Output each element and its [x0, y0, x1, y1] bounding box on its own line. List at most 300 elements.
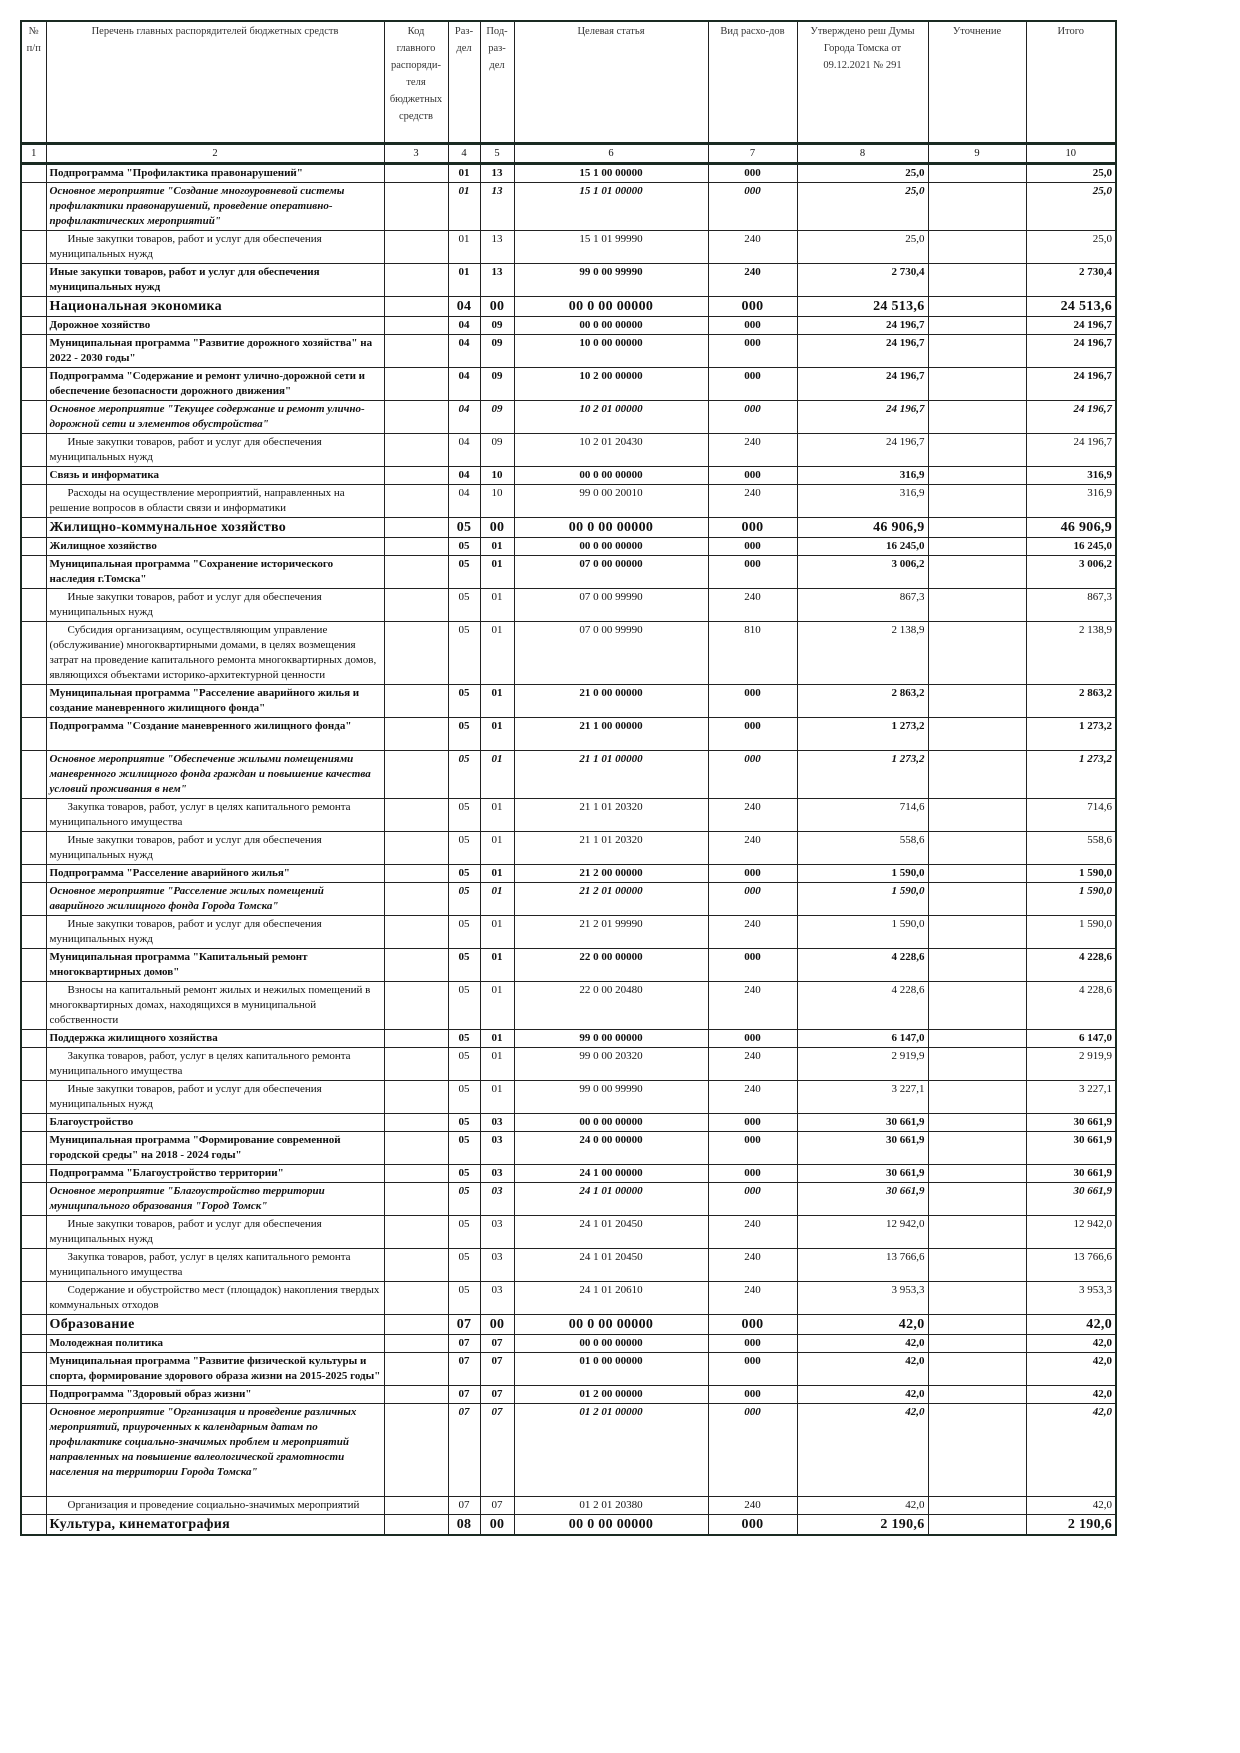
row-section: 05 [448, 589, 480, 622]
row-target-item: 15 1 00 00000 [514, 164, 708, 183]
header-adjustment: Уточнение [928, 21, 1026, 144]
row-section: 05 [448, 1165, 480, 1183]
row-section: 05 [448, 1183, 480, 1216]
row-section: 05 [448, 751, 480, 799]
row-number [21, 1030, 46, 1048]
row-code [384, 718, 448, 751]
row-code [384, 949, 448, 982]
table-row [21, 1165, 1116, 1183]
row-target-item: 10 2 00 00000 [514, 368, 708, 401]
row-number [21, 1386, 46, 1404]
row-section: 04 [448, 335, 480, 368]
row-total: 2 730,4 [1026, 264, 1116, 297]
row-adjustment [928, 231, 1026, 264]
row-number [21, 518, 46, 538]
table-row [21, 231, 1116, 264]
row-approved: 316,9 [797, 467, 928, 485]
row-name: Закупка товаров, работ, услуг в целях капитального ремонта муниципального имущества [46, 1249, 384, 1282]
row-target-item: 99 0 00 00000 [514, 1030, 708, 1048]
row-number [21, 1165, 46, 1183]
row-section: 04 [448, 467, 480, 485]
row-number [21, 1404, 46, 1497]
row-code [384, 1353, 448, 1386]
table-row [21, 1183, 1116, 1216]
row-section: 07 [448, 1315, 480, 1335]
row-approved: 2 138,9 [797, 622, 928, 685]
row-number [21, 1183, 46, 1216]
column-number: 9 [928, 144, 1026, 164]
row-name: Дорожное хозяйство [46, 317, 384, 335]
row-name: Содержание и обустройство мест (площадок) накопления твердых коммунальных отходов [46, 1282, 384, 1315]
row-name: Основное мероприятие "Создание многоуровневой системы профилактики правонарушений, проведение оперативно-профилактических мероприятий" [46, 183, 384, 231]
row-adjustment [928, 622, 1026, 685]
row-target-item: 24 1 01 20450 [514, 1249, 708, 1282]
row-expense-type: 240 [708, 434, 797, 467]
row-subsection: 07 [480, 1353, 514, 1386]
row-expense-type: 240 [708, 231, 797, 264]
row-total: 1 590,0 [1026, 883, 1116, 916]
row-approved: 2 919,9 [797, 1048, 928, 1081]
row-subsection: 07 [480, 1386, 514, 1404]
row-approved: 2 730,4 [797, 264, 928, 297]
column-number: 10 [1026, 144, 1116, 164]
row-subsection: 13 [480, 164, 514, 183]
row-adjustment [928, 1216, 1026, 1249]
row-section: 07 [448, 1386, 480, 1404]
row-target-item: 99 0 00 20010 [514, 485, 708, 518]
row-expense-type: 000 [708, 1030, 797, 1048]
table-row [21, 538, 1116, 556]
table-row [21, 1132, 1116, 1165]
row-adjustment [928, 883, 1026, 916]
row-target-item: 01 2 01 00000 [514, 1404, 708, 1497]
row-section: 05 [448, 1282, 480, 1315]
row-approved: 42,0 [797, 1335, 928, 1353]
row-total: 3 006,2 [1026, 556, 1116, 589]
row-name: Жилищное хозяйство [46, 538, 384, 556]
row-total: 12 942,0 [1026, 1216, 1116, 1249]
row-subsection: 01 [480, 589, 514, 622]
row-approved: 4 228,6 [797, 982, 928, 1030]
row-section: 04 [448, 401, 480, 434]
row-total: 3 227,1 [1026, 1081, 1116, 1114]
row-code [384, 518, 448, 538]
table-row [21, 1249, 1116, 1282]
row-subsection: 01 [480, 916, 514, 949]
row-expense-type: 000 [708, 1114, 797, 1132]
row-section: 01 [448, 231, 480, 264]
row-approved: 24 513,6 [797, 297, 928, 317]
row-subsection: 00 [480, 518, 514, 538]
row-total: 42,0 [1026, 1353, 1116, 1386]
header-total: Итого [1026, 21, 1116, 144]
row-subsection: 03 [480, 1114, 514, 1132]
row-adjustment [928, 317, 1026, 335]
row-approved: 1 590,0 [797, 916, 928, 949]
row-section: 05 [448, 685, 480, 718]
row-number [21, 485, 46, 518]
row-code [384, 1249, 448, 1282]
row-adjustment [928, 467, 1026, 485]
row-adjustment [928, 982, 1026, 1030]
row-code [384, 1515, 448, 1536]
row-subsection: 09 [480, 368, 514, 401]
row-expense-type: 000 [708, 1315, 797, 1335]
row-target-item: 00 0 00 00000 [514, 538, 708, 556]
row-approved: 3 953,3 [797, 1282, 928, 1315]
table-row [21, 467, 1116, 485]
row-code [384, 1132, 448, 1165]
row-number [21, 368, 46, 401]
row-section: 05 [448, 865, 480, 883]
row-code [384, 1114, 448, 1132]
row-approved: 12 942,0 [797, 1216, 928, 1249]
row-approved: 316,9 [797, 485, 928, 518]
row-approved: 1 590,0 [797, 883, 928, 916]
row-expense-type: 000 [708, 1165, 797, 1183]
row-section: 05 [448, 883, 480, 916]
row-code [384, 297, 448, 317]
row-subsection: 01 [480, 556, 514, 589]
row-subsection: 01 [480, 883, 514, 916]
row-expense-type: 000 [708, 1183, 797, 1216]
row-name: Организация и проведение социально-значимых мероприятий [46, 1497, 384, 1515]
row-target-item: 00 0 00 00000 [514, 1335, 708, 1353]
row-target-item: 24 1 00 00000 [514, 1165, 708, 1183]
row-adjustment [928, 401, 1026, 434]
row-code [384, 589, 448, 622]
row-number [21, 335, 46, 368]
row-name: Основное мероприятие "Благоустройство территории муниципального образования "Город Томск" [46, 1183, 384, 1216]
row-total: 16 245,0 [1026, 538, 1116, 556]
table-row [21, 183, 1116, 231]
row-code [384, 751, 448, 799]
row-code [384, 1315, 448, 1335]
row-subsection: 09 [480, 335, 514, 368]
row-total: 42,0 [1026, 1315, 1116, 1335]
row-adjustment [928, 485, 1026, 518]
row-expense-type: 000 [708, 518, 797, 538]
row-expense-type: 000 [708, 1386, 797, 1404]
row-code [384, 865, 448, 883]
row-total: 2 863,2 [1026, 685, 1116, 718]
row-subsection: 01 [480, 949, 514, 982]
row-target-item: 15 1 01 00000 [514, 183, 708, 231]
row-name: Иные закупки товаров, работ и услуг для обеспечения муниципальных нужд [46, 832, 384, 865]
row-code [384, 1282, 448, 1315]
row-target-item: 07 0 00 00000 [514, 556, 708, 589]
row-code [384, 538, 448, 556]
row-number [21, 538, 46, 556]
column-number: 6 [514, 144, 708, 164]
row-code [384, 1497, 448, 1515]
table-row [21, 485, 1116, 518]
row-approved: 16 245,0 [797, 538, 928, 556]
row-subsection: 01 [480, 685, 514, 718]
row-name: Национальная экономика [46, 297, 384, 317]
row-total: 30 661,9 [1026, 1132, 1116, 1165]
row-total: 25,0 [1026, 164, 1116, 183]
row-expense-type: 000 [708, 401, 797, 434]
row-section: 05 [448, 916, 480, 949]
row-number [21, 401, 46, 434]
row-expense-type: 000 [708, 183, 797, 231]
row-target-item: 10 2 01 20430 [514, 434, 708, 467]
row-target-item: 00 0 00 00000 [514, 317, 708, 335]
row-name: Основное мероприятие "Расселение жилых помещений аварийного жилищного фонда Города Томска" [46, 883, 384, 916]
row-section: 08 [448, 1515, 480, 1536]
row-total: 714,6 [1026, 799, 1116, 832]
row-subsection: 01 [480, 1081, 514, 1114]
row-approved: 6 147,0 [797, 1030, 928, 1048]
row-total: 42,0 [1026, 1335, 1116, 1353]
row-target-item: 21 1 01 20320 [514, 799, 708, 832]
row-number [21, 1114, 46, 1132]
table-row [21, 1404, 1116, 1497]
row-number [21, 718, 46, 751]
row-name: Муниципальная программа "Развитие физической культуры и спорта, формирование здорового образа жизни на 2015-2025 годы" [46, 1353, 384, 1386]
row-adjustment [928, 1114, 1026, 1132]
row-expense-type: 000 [708, 751, 797, 799]
row-expense-type: 000 [708, 297, 797, 317]
row-adjustment [928, 1081, 1026, 1114]
row-name: Муниципальная программа "Формирование современной городской среды" на 2018 - 2024 годы" [46, 1132, 384, 1165]
table-row [21, 368, 1116, 401]
row-total: 316,9 [1026, 485, 1116, 518]
row-subsection: 03 [480, 1216, 514, 1249]
row-code [384, 401, 448, 434]
row-target-item: 99 0 00 20320 [514, 1048, 708, 1081]
row-target-item: 22 0 00 20480 [514, 982, 708, 1030]
row-subsection: 09 [480, 317, 514, 335]
row-expense-type: 240 [708, 1282, 797, 1315]
row-name: Иные закупки товаров, работ и услуг для обеспечения муниципальных нужд [46, 589, 384, 622]
row-target-item: 21 0 00 00000 [514, 685, 708, 718]
row-subsection: 09 [480, 401, 514, 434]
row-approved: 2 190,6 [797, 1515, 928, 1536]
row-code [384, 1030, 448, 1048]
row-number [21, 1315, 46, 1335]
row-adjustment [928, 1353, 1026, 1386]
header-code: Код главного распоряди-теля бюджетных средств [384, 21, 448, 144]
row-code [384, 916, 448, 949]
row-code [384, 799, 448, 832]
row-code [384, 1165, 448, 1183]
row-code [384, 1081, 448, 1114]
table-row [21, 556, 1116, 589]
row-adjustment [928, 1183, 1026, 1216]
header-name: Перечень главных распорядителей бюджетных средств [46, 21, 384, 144]
row-code [384, 622, 448, 685]
row-expense-type: 240 [708, 1216, 797, 1249]
row-number [21, 916, 46, 949]
row-target-item: 01 0 00 00000 [514, 1353, 708, 1386]
row-approved: 42,0 [797, 1353, 928, 1386]
row-name: Молодежная политика [46, 1335, 384, 1353]
row-subsection: 01 [480, 622, 514, 685]
row-expense-type: 240 [708, 1081, 797, 1114]
table-row [21, 1114, 1116, 1132]
table-row [21, 1081, 1116, 1114]
row-target-item: 00 0 00 00000 [514, 1114, 708, 1132]
row-expense-type: 000 [708, 949, 797, 982]
row-adjustment [928, 538, 1026, 556]
row-total: 316,9 [1026, 467, 1116, 485]
row-number [21, 1048, 46, 1081]
row-total: 3 953,3 [1026, 1282, 1116, 1315]
row-expense-type: 240 [708, 982, 797, 1030]
row-name: Иные закупки товаров, работ и услуг для обеспечения муниципальных нужд [46, 1081, 384, 1114]
row-target-item: 00 0 00 00000 [514, 1515, 708, 1536]
row-target-item: 21 1 00 00000 [514, 718, 708, 751]
row-number [21, 1282, 46, 1315]
row-subsection: 09 [480, 434, 514, 467]
row-adjustment [928, 718, 1026, 751]
row-section: 05 [448, 949, 480, 982]
row-expense-type: 240 [708, 1497, 797, 1515]
row-adjustment [928, 264, 1026, 297]
row-subsection: 01 [480, 1048, 514, 1081]
table-body [21, 164, 1116, 1536]
row-target-item: 24 1 01 20450 [514, 1216, 708, 1249]
row-approved: 30 661,9 [797, 1183, 928, 1216]
row-number [21, 685, 46, 718]
row-approved: 46 906,9 [797, 518, 928, 538]
row-subsection: 03 [480, 1249, 514, 1282]
table-row [21, 751, 1116, 799]
row-code [384, 883, 448, 916]
row-expense-type: 000 [708, 1132, 797, 1165]
table-row [21, 832, 1116, 865]
column-number: 3 [384, 144, 448, 164]
row-adjustment [928, 1497, 1026, 1515]
row-expense-type: 000 [708, 1515, 797, 1536]
row-section: 05 [448, 1132, 480, 1165]
table-row [21, 949, 1116, 982]
table-row [21, 317, 1116, 335]
row-number [21, 297, 46, 317]
row-code [384, 556, 448, 589]
row-expense-type: 000 [708, 538, 797, 556]
row-target-item: 21 1 01 20320 [514, 832, 708, 865]
row-code [384, 485, 448, 518]
row-adjustment [928, 1515, 1026, 1536]
row-number [21, 751, 46, 799]
column-number: 2 [46, 144, 384, 164]
column-number: 5 [480, 144, 514, 164]
row-total: 24 196,7 [1026, 401, 1116, 434]
row-section: 05 [448, 538, 480, 556]
row-code [384, 832, 448, 865]
row-approved: 3 227,1 [797, 1081, 928, 1114]
row-name: Муниципальная программа "Капитальный ремонт многоквартирных домов" [46, 949, 384, 982]
row-subsection: 00 [480, 1315, 514, 1335]
table-row [21, 1497, 1116, 1515]
row-target-item: 00 0 00 00000 [514, 518, 708, 538]
row-approved: 558,6 [797, 832, 928, 865]
row-target-item: 15 1 01 99990 [514, 231, 708, 264]
row-total: 2 190,6 [1026, 1515, 1116, 1536]
row-code [384, 1183, 448, 1216]
row-adjustment [928, 297, 1026, 317]
row-total: 24 196,7 [1026, 368, 1116, 401]
row-approved: 13 766,6 [797, 1249, 928, 1282]
row-subsection: 00 [480, 1515, 514, 1536]
row-total: 6 147,0 [1026, 1030, 1116, 1048]
table-row [21, 1048, 1116, 1081]
header-number: № п/п [21, 21, 46, 144]
row-target-item: 21 2 01 99990 [514, 916, 708, 949]
row-adjustment [928, 1030, 1026, 1048]
row-expense-type: 240 [708, 916, 797, 949]
table-row [21, 718, 1116, 751]
row-number [21, 1249, 46, 1282]
table-row [21, 916, 1116, 949]
row-expense-type: 240 [708, 485, 797, 518]
table-row [21, 1216, 1116, 1249]
row-name: Иные закупки товаров, работ и услуг для обеспечения муниципальных нужд [46, 264, 384, 297]
table-row [21, 335, 1116, 368]
row-number [21, 832, 46, 865]
row-expense-type: 240 [708, 589, 797, 622]
row-target-item: 00 0 00 00000 [514, 297, 708, 317]
row-code [384, 317, 448, 335]
row-name: Иные закупки товаров, работ и услуг для обеспечения муниципальных нужд [46, 231, 384, 264]
row-name: Муниципальная программа "Расселение аварийного жилья и создание маневренного жилищного фонда" [46, 685, 384, 718]
row-adjustment [928, 1386, 1026, 1404]
row-approved: 2 863,2 [797, 685, 928, 718]
table-row [21, 883, 1116, 916]
row-approved: 867,3 [797, 589, 928, 622]
row-subsection: 01 [480, 1030, 514, 1048]
row-name: Взносы на капитальный ремонт жилых и нежилых помещений в многоквартирных домах, находящихся в муниципальной собственности [46, 982, 384, 1030]
row-name: Подпрограмма "Создание маневренного жилищного фонда" [46, 718, 384, 751]
table-row [21, 518, 1116, 538]
row-expense-type: 000 [708, 335, 797, 368]
row-code [384, 368, 448, 401]
row-section: 05 [448, 518, 480, 538]
row-number [21, 1335, 46, 1353]
row-total: 4 228,6 [1026, 949, 1116, 982]
row-adjustment [928, 518, 1026, 538]
row-approved: 3 006,2 [797, 556, 928, 589]
row-subsection: 03 [480, 1165, 514, 1183]
row-total: 24 196,7 [1026, 317, 1116, 335]
row-number [21, 317, 46, 335]
row-target-item: 22 0 00 00000 [514, 949, 708, 982]
column-number: 4 [448, 144, 480, 164]
row-approved: 30 661,9 [797, 1165, 928, 1183]
row-approved: 42,0 [797, 1404, 928, 1497]
row-adjustment [928, 434, 1026, 467]
row-name: Основное мероприятие "Обеспечение жилыми помещениями маневренного жилищного фонда граждан и повышение качества условий проживания в нем" [46, 751, 384, 799]
table-row [21, 401, 1116, 434]
row-expense-type: 000 [708, 1404, 797, 1497]
row-adjustment [928, 949, 1026, 982]
row-name: Основное мероприятие "Текущее содержание и ремонт улично-дорожной сети и элементов обустройства" [46, 401, 384, 434]
row-name: Культура, кинематография [46, 1515, 384, 1536]
column-numbers-row [21, 144, 1116, 164]
row-number [21, 164, 46, 183]
row-total: 42,0 [1026, 1497, 1116, 1515]
table-row [21, 164, 1116, 183]
row-adjustment [928, 832, 1026, 865]
column-number: 1 [21, 144, 46, 164]
row-adjustment [928, 1048, 1026, 1081]
row-adjustment [928, 1315, 1026, 1335]
row-number [21, 1353, 46, 1386]
row-number [21, 556, 46, 589]
